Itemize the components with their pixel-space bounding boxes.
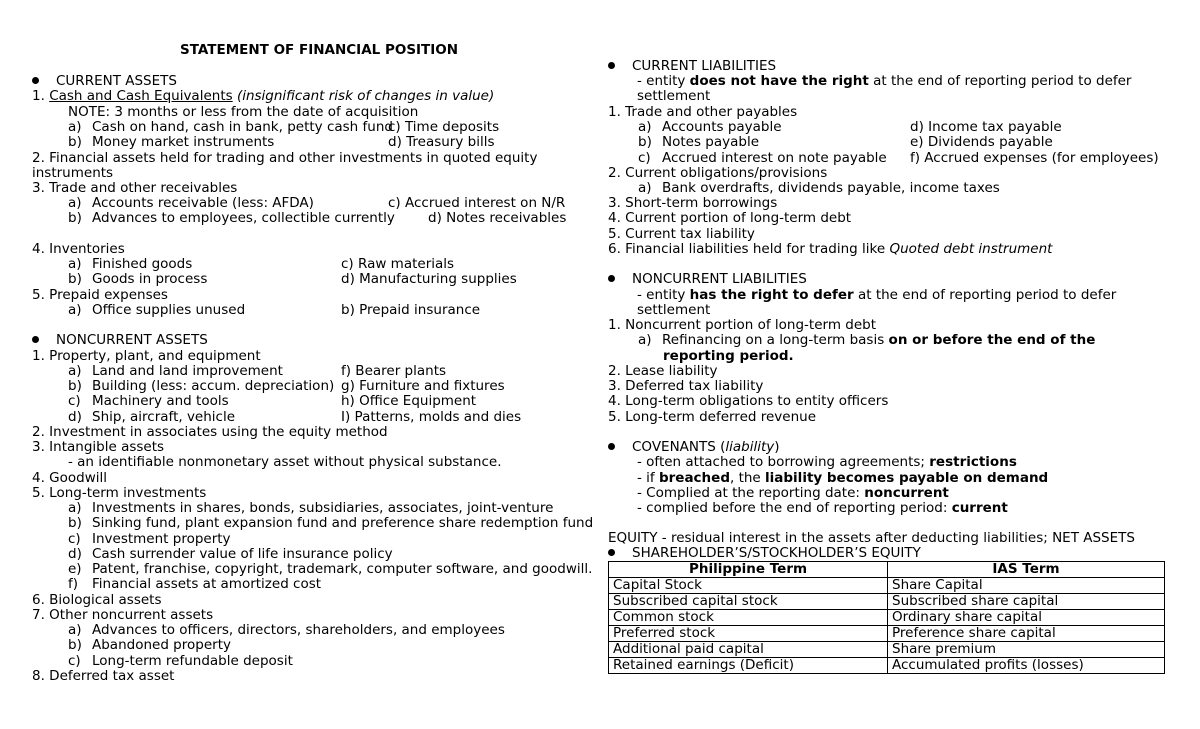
sub-text: Patent, franchise, copyright, trademark, computer software, and goodwill. (92, 561, 593, 577)
cl-item-4: 4. Current portion of long-term debt (608, 210, 852, 226)
sub-label: a) (68, 500, 82, 516)
desc-bold: does not have the right (689, 73, 869, 89)
nca-ppe-h: h) Office Equipment (341, 393, 477, 409)
cl-item-2-a: a) Bank overdrafts, dividends payable, income taxes (638, 180, 1000, 196)
heading-text: ) (774, 439, 780, 455)
nca-other-a (68, 622, 505, 638)
ias-term: Accumulated profits (losses) (888, 658, 1165, 674)
cl-item-1: 1. Trade and other payables (608, 104, 798, 120)
sub-label: d) (68, 409, 82, 425)
ca-item-5-b: b) Prepaid insurance (341, 302, 481, 318)
sub-label: a) (638, 119, 652, 135)
philippine-term: Retained earnings (Deficit) (609, 658, 888, 674)
nca-ppe-g: g) Furniture and fixtures (341, 378, 505, 394)
ca-item-4-b: b) Goods in process (68, 271, 208, 287)
sub-text: Finished goods (92, 256, 193, 272)
heading-text: CURRENT ASSETS (56, 73, 177, 89)
cov-text: , the (730, 470, 766, 486)
cov-text: - often attached to borrowing agreements; (637, 454, 930, 470)
nca-item-7: 7. Other noncurrent assets (32, 607, 214, 623)
cov-bold: current (951, 500, 1008, 516)
sub-text: Advances to officers, directors, shareholders, and employees (92, 622, 505, 638)
heading-text: SHAREHOLDER’S/STOCKHOLDER’S EQUITY (632, 545, 921, 561)
ias-term: Preference share capital (888, 626, 1165, 642)
ca-item-5-a: a) Office supplies unused (68, 302, 246, 318)
sub-label: d) (68, 546, 82, 562)
nca-item-5: 5. Long-term investments (32, 485, 207, 501)
sub-label: a) (68, 622, 82, 638)
sub-text: Building (less: accum. depreciation) (92, 378, 335, 394)
nca-lti-c (68, 531, 231, 547)
ca-item-2: 2. Financial assets held for trading and other investments in quoted equity (32, 150, 538, 166)
ias-term: Share premium (888, 642, 1165, 658)
ca-item-4-d: d) Manufacturing supplies (341, 271, 517, 287)
sub-text: Notes payable (662, 134, 760, 150)
sub-text: Goods in process (92, 271, 208, 287)
sub-text: Investment property (92, 531, 231, 547)
sub-text: Accrued interest on note payable (662, 150, 887, 166)
nca-ppe-c (68, 393, 229, 409)
ca-item-1-b: b) Money market instruments (68, 134, 275, 150)
item-text: 6. Financial liabilities held for trading like (608, 241, 890, 257)
cov-bold: liability becomes payable on demand (765, 470, 1049, 486)
ncl-item-1-a-cont: reporting period. (663, 348, 794, 364)
cl-tp-b (638, 134, 759, 150)
nca-lti-d (68, 546, 393, 562)
equity-terms-table (608, 561, 1165, 674)
ias-term: Share Capital (888, 578, 1165, 594)
desc-text: at the end of reporting period to defer (853, 287, 1117, 303)
ncl-desc (637, 287, 1116, 303)
nca-item-4: 4. Goodwill (32, 470, 108, 486)
ca-item-1-note: NOTE: 3 months or less from the date of acquisition (68, 104, 419, 120)
sub-text: Accounts payable (662, 119, 782, 135)
noncurrent-assets-heading (32, 332, 208, 348)
nca-lti-b (68, 515, 593, 531)
ca-item-4: 4. Inventories (32, 241, 125, 257)
sub-text: Sinking fund, plant expansion fund and preference share redemption fund (92, 515, 594, 531)
document-title: STATEMENT OF FINANCIAL POSITION (180, 42, 459, 58)
cov-bold: breached (658, 470, 730, 486)
sub-label: c) (68, 653, 81, 669)
desc-bold: has the right to defer (689, 287, 854, 303)
sub-text: Money market instruments (92, 134, 275, 150)
sub-label: b) (68, 378, 82, 394)
cl-item-6 (608, 241, 1052, 257)
sub-bold: on or before the end of the (888, 332, 1096, 348)
cl-tp-d: d) Income tax payable (910, 119, 1062, 135)
table-row (609, 594, 1165, 610)
philippine-term: Additional paid capital (609, 642, 888, 658)
nca-item-3-desc: - an identifiable nonmonetary asset without physical substance. (68, 454, 502, 470)
philippine-term: Preferred stock (609, 626, 888, 642)
nca-ppe-i: I) Patterns, molds and dies (341, 409, 522, 425)
ias-term: Ordinary share capital (888, 610, 1165, 626)
ncl-item-4: 4. Long-term obligations to entity officers (608, 393, 889, 409)
sub-text: Financial assets at amortized cost (92, 576, 322, 592)
ca-item-2-cont: instruments (32, 165, 114, 181)
sub-text: Office supplies unused (92, 302, 246, 318)
table-row (609, 642, 1165, 658)
column-header-ias: IAS Term (888, 562, 1165, 578)
ca-item-5: 5. Prepaid expenses (32, 287, 168, 303)
table-row (609, 658, 1165, 674)
ncl-item-1-a: a) Refinancing on a long-term basis on or before the end of the (638, 332, 1096, 348)
cl-item-5: 5. Current tax liability (608, 226, 755, 242)
ca-item-1-c: c) Time deposits (388, 119, 500, 135)
ca-item-3: 3. Trade and other receivables (32, 180, 238, 196)
sub-text: Refinancing on a long-term basis (662, 332, 889, 348)
column-header-philippine: Philippine Term (609, 562, 888, 578)
ca-item-3-b: b) Advances to employees, collectible currently (68, 210, 395, 226)
nca-item-8: 8. Deferred tax asset (32, 668, 175, 684)
desc-text: at the end of reporting period to defer (868, 73, 1132, 89)
item-label: Cash and Cash Equivalents (49, 88, 233, 104)
sub-label: a) (68, 363, 82, 379)
cl-tp-a (638, 119, 782, 135)
heading-text: NONCURRENT ASSETS (56, 332, 208, 348)
nca-ppe-a (68, 363, 283, 379)
cov-line-4 (637, 500, 1008, 516)
cov-text: - Complied at the reporting date: (637, 485, 865, 501)
cl-item-2: 2. Current obligations/provisions (608, 165, 828, 181)
nca-item-3: 3. Intangible assets (32, 439, 165, 455)
heading-text: NONCURRENT LIABILITIES (632, 271, 807, 287)
covenants-heading (608, 439, 780, 455)
nca-other-c (68, 653, 293, 669)
philippine-term: Capital Stock (609, 578, 888, 594)
sub-label: c) (638, 150, 651, 166)
item-number: 1. (32, 88, 45, 104)
sub-text: Investments in shares, bonds, subsidiaries, associates, joint-venture (92, 500, 554, 516)
ncl-item-5: 5. Long-term deferred revenue (608, 409, 817, 425)
current-assets-heading (32, 73, 177, 89)
desc-text: - entity (637, 287, 690, 303)
table-row (609, 626, 1165, 642)
ca-item-3-a: a) Accounts receivable (less: AFDA) (68, 195, 314, 211)
ca-item-4-a: a) Finished goods (68, 256, 193, 272)
sub-text: Cash surrender value of life insurance policy (92, 546, 393, 562)
nca-lti-a (68, 500, 553, 516)
cl-item-3: 3. Short-term borrowings (608, 195, 778, 211)
cov-bold: restrictions (929, 454, 1017, 470)
ncl-item-1: 1. Noncurrent portion of long-term debt (608, 317, 877, 333)
ncl-item-2: 2. Lease liability (608, 363, 718, 379)
table-header-row (609, 562, 1165, 578)
sub-label: b) (68, 637, 82, 653)
ncl-item-3: 3. Deferred tax liability (608, 378, 764, 394)
sub-text: Bank overdrafts, dividends payable, income taxes (662, 180, 1000, 196)
nca-item-2: 2. Investment in associates using the equity method (32, 424, 388, 440)
noncurrent-liabilities-heading (608, 271, 807, 287)
nca-other-b (68, 637, 231, 653)
sub-label: f) (68, 576, 79, 592)
cl-tp-c (638, 150, 887, 166)
sub-text: Abandoned property (92, 637, 231, 653)
equity-heading (608, 545, 921, 561)
cov-text: - if (637, 470, 659, 486)
cov-line-3 (637, 485, 949, 501)
nca-item-1: 1. Property, plant, and equipment (32, 348, 261, 364)
ca-item-1-a: a) Cash on hand, cash in bank, petty cash fund (68, 119, 393, 135)
item-note: (insignificant risk of changes in value) (236, 88, 495, 104)
nca-item-6: 6. Biological assets (32, 592, 162, 608)
nca-ppe-b (68, 378, 334, 394)
sub-text: Accounts receivable (less: AFDA) (92, 195, 314, 211)
ca-item-3-d: d) Notes receivables (428, 210, 567, 226)
sub-text: Cash on hand, cash in bank, petty cash fund (92, 119, 393, 135)
cov-text: - complied before the end of reporting period: (637, 500, 952, 516)
sub-label: e) (68, 561, 82, 577)
cl-tp-e: e) Dividends payable (910, 134, 1053, 150)
ca-item-3-c: c) Accrued interest on N/R (388, 195, 566, 211)
ca-item-4-c: c) Raw materials (341, 256, 455, 272)
cov-bold: noncurrent (864, 485, 949, 501)
nca-lti-e (68, 561, 592, 577)
current-liabilities-heading (608, 58, 776, 74)
nca-ppe-f: f) Bearer plants (341, 363, 447, 379)
sub-label: c) (68, 531, 81, 547)
cl-tp-f: f) Accrued expenses (for employees) (910, 150, 1159, 166)
cov-line-1 (637, 454, 1017, 470)
sub-text: Advances to employees, collectible currently (92, 210, 395, 226)
equity-definition: EQUITY - residual interest in the assets after deducting liabilities; NET ASSETS (608, 530, 1135, 546)
heading-text: CURRENT LIABILITIES (632, 58, 777, 74)
nca-lti-f (68, 576, 321, 592)
cl-desc (637, 73, 1132, 89)
table-row (609, 610, 1165, 626)
sub-label: b) (68, 515, 82, 531)
sub-label: c) (68, 393, 81, 409)
ias-term: Subscribed share capital (888, 594, 1165, 610)
sub-text: Machinery and tools (92, 393, 229, 409)
cov-line-2 (637, 470, 1048, 486)
sub-text: Land and land improvement (92, 363, 283, 379)
heading-italic: liability (725, 439, 775, 455)
heading-text: COVENANTS ( (632, 439, 726, 455)
ncl-desc-cont: settlement (637, 302, 711, 318)
sub-text: Ship, aircraft, vehicle (92, 409, 236, 425)
sub-label: b) (638, 134, 652, 150)
table-row (609, 578, 1165, 594)
ca-item-1-d: d) Treasury bills (388, 134, 495, 150)
nca-ppe-d (68, 409, 235, 425)
item-italic: Quoted debt instrument (889, 241, 1053, 257)
cl-desc-cont: settlement (637, 88, 711, 104)
ca-item-1 (32, 88, 494, 104)
philippine-term: Common stock (609, 610, 888, 626)
philippine-term: Subscribed capital stock (609, 594, 888, 610)
sub-text: Long-term refundable deposit (92, 653, 293, 669)
desc-text: - entity (637, 73, 690, 89)
